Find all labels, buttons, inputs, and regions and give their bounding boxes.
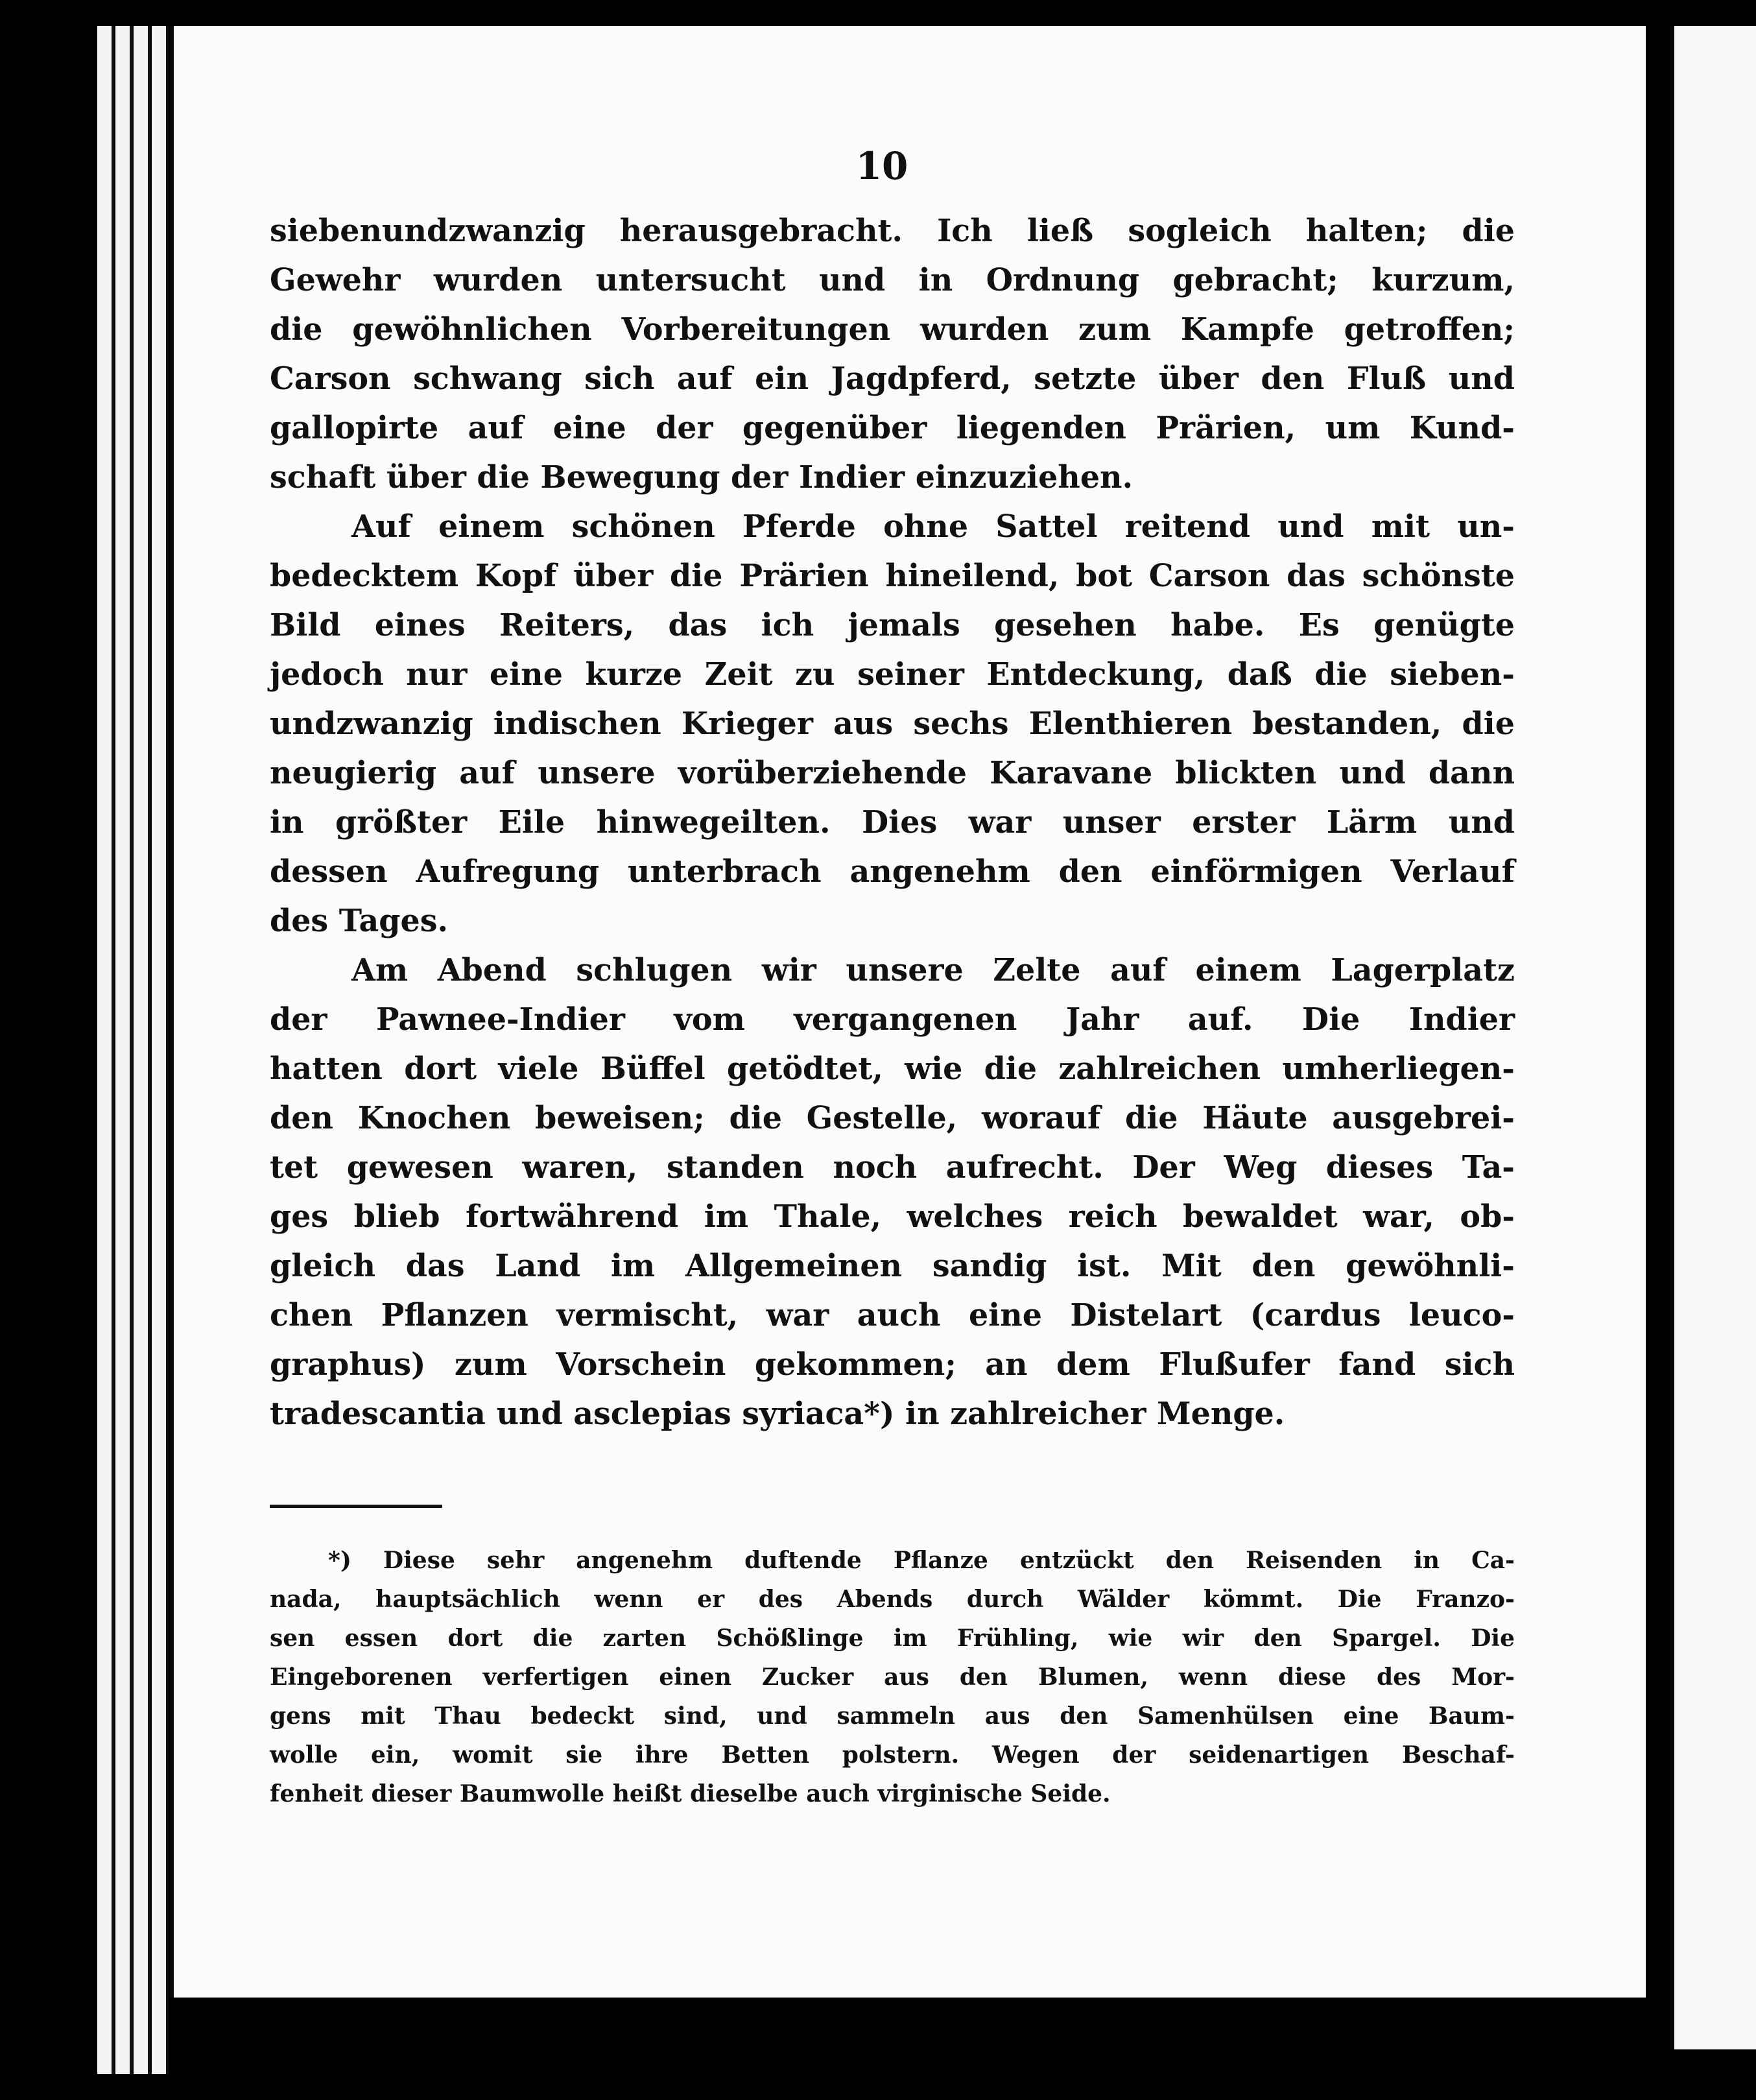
text-line: undzwanzig indischen Krieger aus sechs Elenthieren bestanden, die <box>270 706 1515 742</box>
text-line: graphus) zum Vorschein gekommen; an dem Flußufer fand sich <box>270 1346 1515 1383</box>
text-line: die gewöhnlichen Vorbereitungen wurden zum Kampfe getroffen; <box>270 311 1515 348</box>
text-line: der Pawnee-Indier vom vergangenen Jahr auf. Die Indier <box>270 1001 1515 1038</box>
page-edge <box>97 26 114 2074</box>
text-line: gallopirte auf eine der gegenüber liegenden Prärien, um Kund- <box>270 410 1515 446</box>
text-line: jedoch nur eine kurze Zeit zu seiner Entdeckung, daß die sieben- <box>270 656 1515 693</box>
text-line: schaft über die Bewegung der Indier einzuziehen. <box>270 459 1133 495</box>
text-line: gleich das Land im Allgemeinen sandig ist. Mit den gewöhnli- <box>270 1248 1515 1284</box>
text-line: den Knochen beweisen; die Gestelle, worauf die Häute ausgebrei- <box>270 1100 1515 1136</box>
facing-page-edge <box>1670 26 1756 2049</box>
footnote <box>270 1541 1515 1813</box>
page-edge <box>152 26 169 2074</box>
text-line: Gewehr wurden untersucht und in Ordnung gebracht; kurzum, <box>270 262 1515 298</box>
footnote-line: wolle ein, womit sie ihre Betten polstern. Wegen der seidenartigen Beschaf- <box>270 1741 1515 1769</box>
page-edge <box>134 26 150 2074</box>
footnote-line: *) Diese sehr angenehm duftende Pflanze entzückt den Reisenden in Ca- <box>328 1547 1515 1574</box>
text-line: Bild eines Reiters, das ich jemals gesehen habe. Es genügte <box>270 607 1515 643</box>
text-line: in größter Eile hinwegeilten. Dies war unser erster Lärm und <box>270 804 1515 841</box>
text-line: hatten dort viele Büffel getödtet, wie die zahlreichen umherliegen- <box>270 1051 1515 1087</box>
text-line: siebenundzwanzig herausgebracht. Ich ließ sogleich halten; die <box>270 213 1515 249</box>
footnote-line: fenheit dieser Baumwolle heißt dieselbe auch virginische Seide. <box>270 1780 1111 1808</box>
text-line: des Tages. <box>270 903 449 939</box>
body-text <box>270 206 1515 1438</box>
text-line: bedecktem Kopf über die Prärien hineilend, bot Carson das schönste <box>270 558 1515 594</box>
text-line: Auf einem schönen Pferde ohne Sattel reitend und mit un- <box>351 508 1515 545</box>
text-line: tradescantia und asclepias syriaca*) in zahlreicher Menge. <box>270 1396 1285 1432</box>
footnote-line: sen essen dort die zarten Schößlinge im Frühling, wie wir den Spargel. Die <box>270 1625 1515 1652</box>
text-line: neugierig auf unsere vorüberziehende Karavane blickten und dann <box>270 755 1515 791</box>
text-line: ges blieb fortwährend im Thale, welches reich bewaldet war, ob- <box>270 1199 1515 1235</box>
text-line: tet gewesen waren, standen noch aufrecht. Der Weg dieses Ta- <box>270 1149 1515 1186</box>
text-line: Carson schwang sich auf ein Jagdpferd, setzte über den Fluß und <box>270 361 1515 397</box>
text-line: dessen Aufregung unterbrach angenehm den einförmigen Verlauf <box>270 853 1515 890</box>
page-edge <box>115 26 132 2074</box>
footnote-divider <box>270 1505 442 1508</box>
text-line: Am Abend schlugen wir unsere Zelte auf einem Lagerplatz <box>351 952 1515 988</box>
footnote-line: nada, hauptsächlich wenn er des Abends durch Wälder kömmt. Die Franzo- <box>270 1586 1515 1613</box>
text-line: chen Pflanzen vermischt, war auch eine Distelart (cardus leuco- <box>270 1297 1515 1333</box>
page-number: 10 <box>855 144 908 188</box>
footnote-line: Eingeborenen verfertigen einen Zucker aus den Blumen, wenn diese des Mor- <box>270 1664 1515 1691</box>
footnote-line: gens mit Thau bedeckt sind, und sammeln aus den Samenhülsen eine Baum- <box>270 1702 1515 1730</box>
